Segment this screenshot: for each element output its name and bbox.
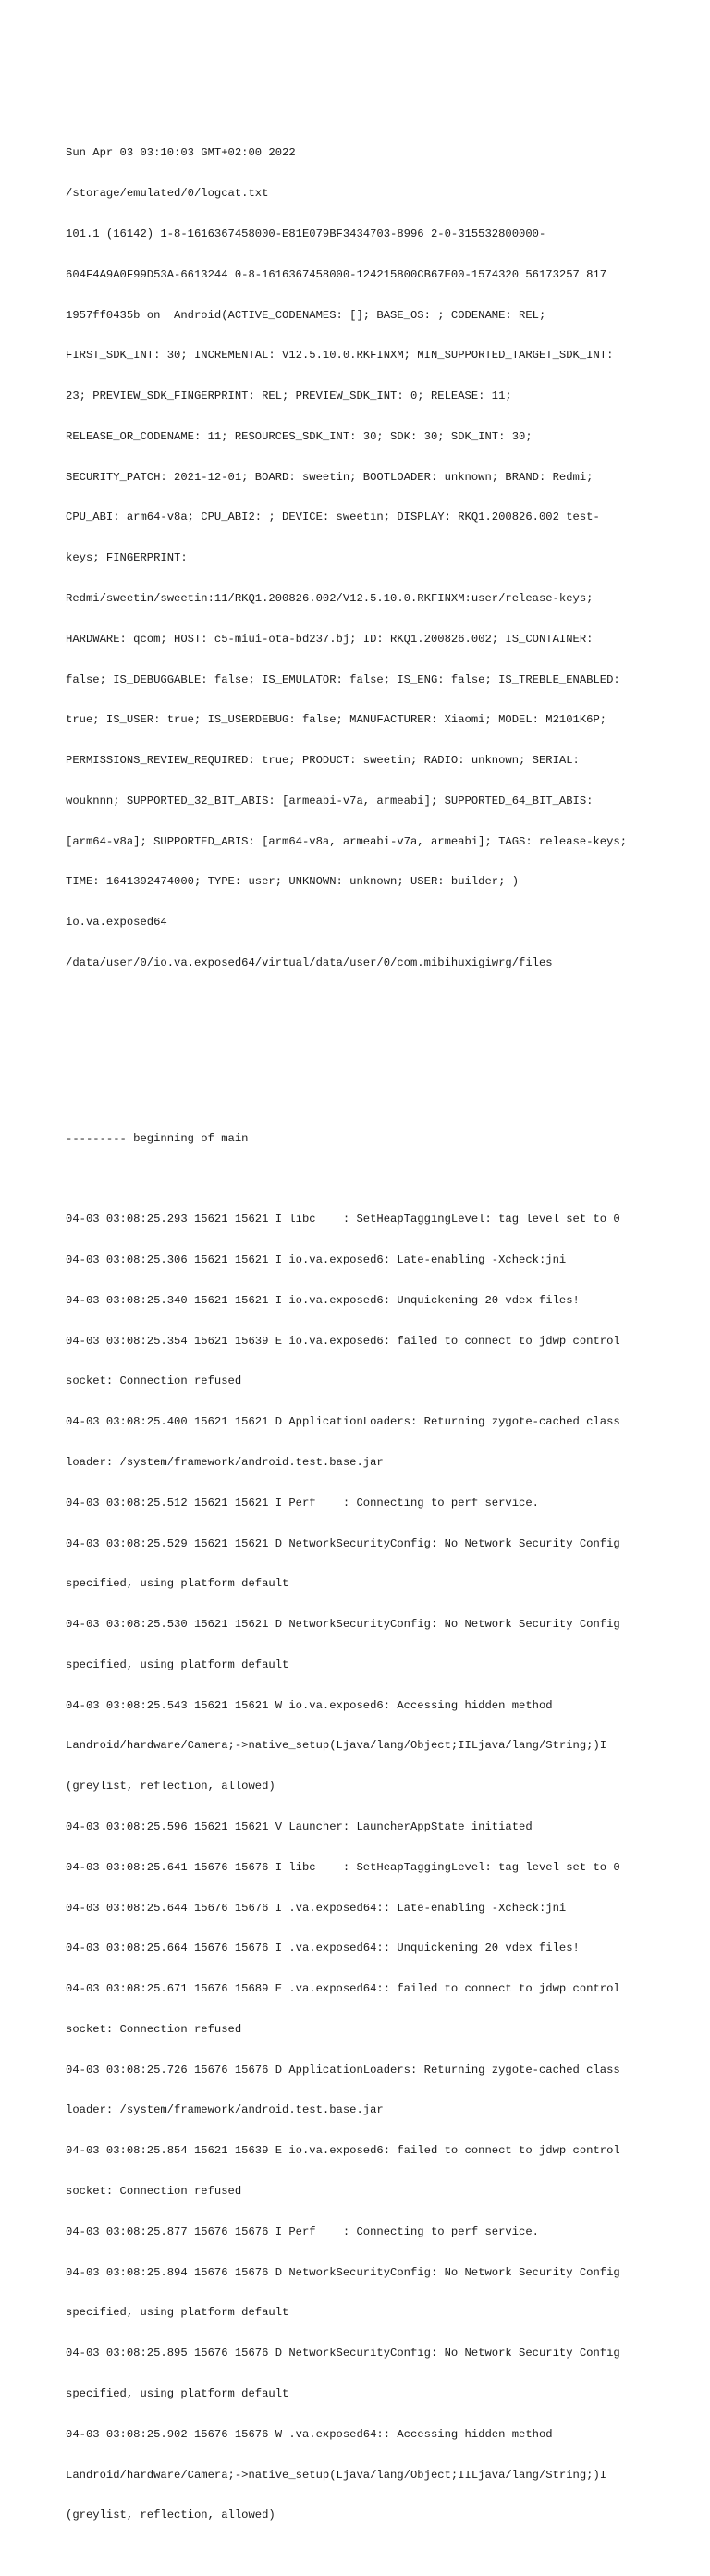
header-line: /data/user/0/io.va.exposed64/virtual/data/user/0/com.mibihuxigiwrg/files [66, 956, 553, 969]
blank-line [66, 1078, 694, 1091]
log-line: Landroid/hardware/Camera;->native_setup(Ljava/lang/Object;IILjava/lang/String;)I [66, 1739, 607, 1753]
header-line: 1957ff0435b on Android(ACTIVE_CODENAMES: []; BASE_OS: ; CODENAME: REL; [66, 308, 546, 322]
header-line: wouknnn; SUPPORTED_32_BIT_ABIS: [armeabi-v7a, armeabi]; SUPPORTED_64_BIT_ABIS: [66, 794, 594, 807]
log-line: 04-03 03:08:25.644 15676 15676 I .va.exposed64:: Late-enabling -Xcheck:jni [66, 1901, 567, 1915]
log-entries [66, 1186, 694, 2549]
header-line: io.va.exposed64 [66, 916, 167, 930]
log-line: 04-03 03:08:25.664 15676 15676 I .va.exposed64:: Unquickening 20 vdex files! [66, 1941, 580, 1955]
header-line: /storage/emulated/0/logcat.txt [66, 187, 269, 201]
log-line: 04-03 03:08:25.529 15621 15621 D NetworkSecurityConfig: No Network Security Config [66, 1536, 620, 1550]
header-line: [arm64-v8a]; SUPPORTED_ABIS: [arm64-v8a, armeabi-v7a, armeabi]; TAGS: release-keys; [66, 834, 628, 848]
log-line: loader: /system/framework/android.test.base.jar [66, 1455, 384, 1469]
header-line: 101.1 (16142) 1-8-1616367458000-E81E079BF3434703-8996 2-0-315532800000- [66, 227, 546, 240]
log-line: 04-03 03:08:25.306 15621 15621 I io.va.exposed6: Late-enabling -Xcheck:jni [66, 1253, 567, 1267]
logcat-text-body [66, 92, 694, 2576]
header-line: TIME: 1641392474000; TYPE: user; UNKNOWN: unknown; USER: builder; ) [66, 875, 520, 889]
log-line: 04-03 03:08:25.530 15621 15621 D NetworkSecurityConfig: No Network Security Config [66, 1618, 620, 1632]
header-line: false; IS_DEBUGGABLE: false; IS_EMULATOR: false; IS_ENG: false; IS_TREBLE_ENABLED: [66, 672, 620, 686]
header-line: true; IS_USER: true; IS_USERDEBUG: false; MANUFACTURER: Xiaomi; MODEL: M2101K6P; [66, 713, 607, 727]
log-line: specified, using platform default [66, 1658, 289, 1671]
log-line: 04-03 03:08:25.671 15676 15689 E .va.exposed64:: failed to connect to jdwp control [66, 1982, 620, 1996]
log-line: 04-03 03:08:25.596 15621 15621 V Launcher: LauncherAppState initiated [66, 1820, 532, 1833]
device-info-header [66, 119, 694, 997]
header-line: PERMISSIONS_REVIEW_REQUIRED: true; PRODUCT: sweetin; RADIO: unknown; SERIAL: [66, 754, 580, 768]
log-line: 04-03 03:08:25.543 15621 15621 W io.va.exposed6: Accessing hidden method [66, 1698, 553, 1712]
log-line: (greylist, reflection, allowed) [66, 1780, 275, 1793]
log-line: specified, using platform default [66, 1577, 289, 1591]
log-line: socket: Connection refused [66, 2022, 242, 2036]
header-line: 23; PREVIEW_SDK_FINGERPRINT: REL; PREVIEW_SDK_INT: 0; RELEASE: 11; [66, 389, 512, 403]
log-line: 04-03 03:08:25.895 15676 15676 D NetworkSecurityConfig: No Network Security Config [66, 2347, 620, 2360]
log-line: loader: /system/framework/android.test.base.jar [66, 2103, 384, 2117]
log-line: socket: Connection refused [66, 1374, 242, 1388]
log-line: 04-03 03:08:25.726 15676 15676 D ApplicationLoaders: Returning zygote-cached class [66, 2063, 620, 2077]
log-line: 04-03 03:08:25.512 15621 15621 I Perf : Connecting to perf service. [66, 1496, 539, 1510]
log-line: 04-03 03:08:25.400 15621 15621 D ApplicationLoaders: Returning zygote-cached class [66, 1415, 620, 1429]
blank-line [66, 1038, 694, 1052]
log-line: specified, using platform default [66, 2386, 289, 2400]
log-line: 04-03 03:08:25.894 15676 15676 D NetworkSecurityConfig: No Network Security Config [66, 2265, 620, 2279]
header-line: keys; FINGERPRINT: [66, 551, 188, 565]
header-line: 604F4A9A0F99D53A-6613244 0-8-1616367458000-124215800CB67E00-1574320 56173257 817 [66, 267, 607, 281]
log-line: 04-03 03:08:25.877 15676 15676 I Perf : Connecting to perf service. [66, 2225, 539, 2238]
log-line: socket: Connection refused [66, 2185, 242, 2199]
header-line: FIRST_SDK_INT: 30; INCREMENTAL: V12.5.10.0.RKFINXM; MIN_SUPPORTED_TARGET_SDK_INT: [66, 349, 614, 363]
log-line: 04-03 03:08:25.854 15621 15639 E io.va.exposed6: failed to connect to jdwp control [66, 2144, 620, 2158]
log-line: specified, using platform default [66, 2306, 289, 2320]
header-line: HARDWARE: qcom; HOST: c5-miui-ota-bd237.bj; ID: RKQ1.200826.002; IS_CONTAINER: [66, 632, 594, 646]
log-line: Landroid/hardware/Camera;->native_setup(Ljava/lang/Object;IILjava/lang/String;)I [66, 2468, 607, 2482]
log-line: 04-03 03:08:25.641 15676 15676 I libc : SetHeapTaggingLevel: tag level set to 0 [66, 1860, 620, 1874]
log-line: 04-03 03:08:25.354 15621 15639 E io.va.exposed6: failed to connect to jdwp control [66, 1334, 620, 1348]
log-line: 04-03 03:08:25.902 15676 15676 W .va.exposed64:: Accessing hidden method [66, 2427, 553, 2441]
header-line: RELEASE_OR_CODENAME: 11; RESOURCES_SDK_INT: 30; SDK: 30; SDK_INT: 30; [66, 429, 532, 443]
log-line: 04-03 03:08:25.340 15621 15621 I io.va.exposed6: Unquickening 20 vdex files! [66, 1293, 580, 1307]
header-line: Redmi/sweetin/sweetin:11/RKQ1.200826.002/V12.5.10.0.RKFINXM:user/release-keys; [66, 591, 594, 605]
header-line: Sun Apr 03 03:10:03 GMT+02:00 2022 [66, 146, 296, 160]
log-line: (greylist, reflection, allowed) [66, 2508, 275, 2522]
header-line: SECURITY_PATCH: 2021-12-01; BOARD: sweetin; BOOTLOADER: unknown; BRAND: Redmi; [66, 470, 594, 484]
header-line: CPU_ABI: arm64-v8a; CPU_ABI2: ; DEVICE: sweetin; DISPLAY: RKQ1.200826.002 test- [66, 511, 600, 524]
log-section-separator: --------- beginning of main [66, 1131, 249, 1145]
log-line: 04-03 03:08:25.293 15621 15621 I libc : SetHeapTaggingLevel: tag level set to 0 [66, 1213, 620, 1226]
